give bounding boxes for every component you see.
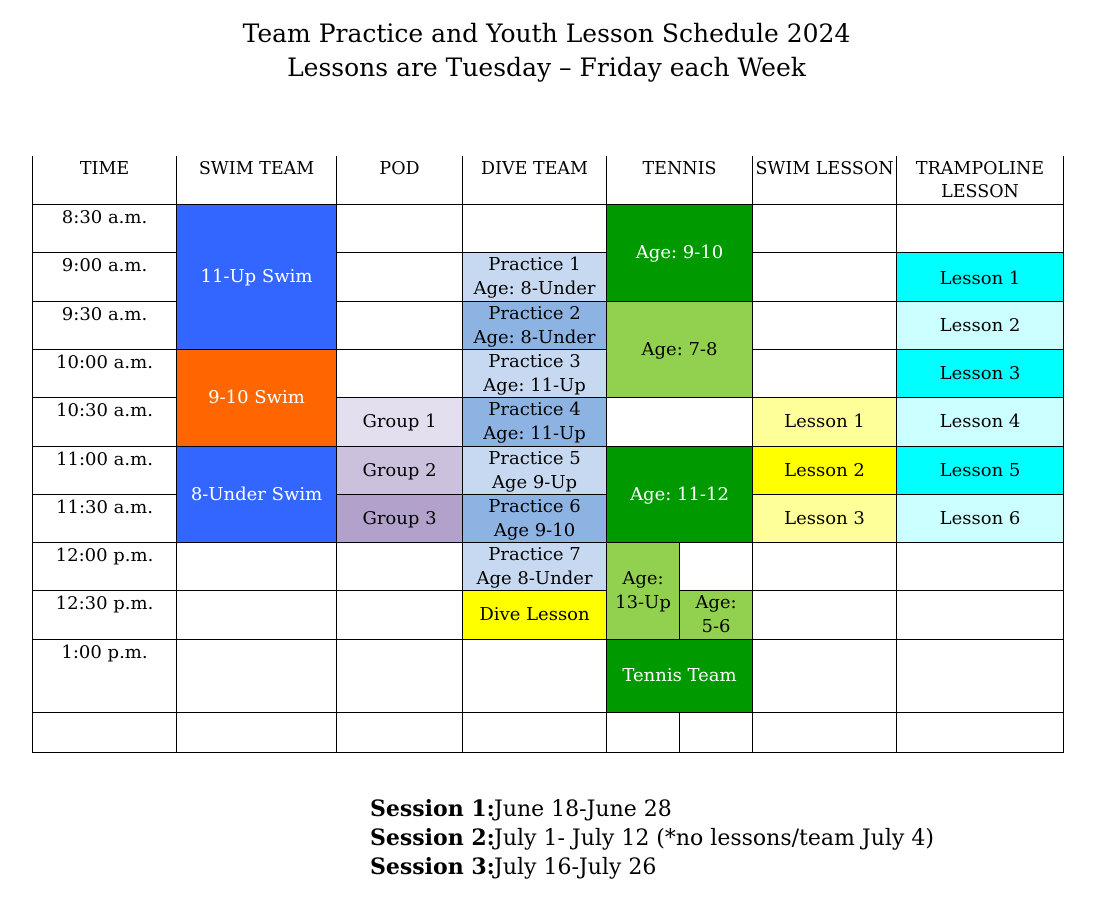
empty-cell xyxy=(176,590,337,640)
empty-cell xyxy=(336,204,463,253)
empty-cell xyxy=(462,639,607,713)
practice-name: Practice 3 xyxy=(488,350,581,372)
pod-group-3: Group 3 xyxy=(336,494,463,543)
schedule-table xyxy=(32,156,1064,753)
practice-age: Age 9-Up xyxy=(491,471,578,493)
time-cell: 9:30 a.m. xyxy=(32,301,177,350)
dive-practice-4 xyxy=(462,397,607,447)
empty-cell xyxy=(336,590,463,640)
swim-lesson-2: Lesson 2 xyxy=(752,446,897,495)
practice-name: Practice 7 xyxy=(488,543,581,565)
empty-cell xyxy=(336,542,463,591)
session-dates-text: July 1- July 12 (*no lessons/team July 4) xyxy=(494,826,934,851)
trampoline-lesson-5: Lesson 5 xyxy=(896,446,1064,495)
session-label: Session 3: xyxy=(370,854,495,880)
header-pod: POD xyxy=(336,156,463,205)
time-cell: 12:00 p.m. xyxy=(32,542,177,591)
swim-lesson-3: Lesson 3 xyxy=(752,494,897,543)
swim-lesson-1: Lesson 1 xyxy=(752,397,897,447)
header-trampoline-lesson xyxy=(896,156,1064,205)
practice-name: Practice 2 xyxy=(488,302,581,324)
empty-cell xyxy=(679,712,753,753)
empty-cell xyxy=(752,204,897,253)
time-cell: 10:30 a.m. xyxy=(32,397,177,447)
practice-name: Practice 5 xyxy=(488,447,581,469)
practice-age: Age: 8-Under xyxy=(473,326,596,348)
page-title: Team Practice and Youth Lesson Schedule 2024 xyxy=(242,19,851,48)
empty-cell xyxy=(336,712,463,753)
tennis-age-range: 5-6 xyxy=(701,616,731,637)
swim-team-8-under: 8-Under Swim xyxy=(176,446,337,543)
trampoline-lesson-4: Lesson 4 xyxy=(896,397,1064,447)
dive-lesson: Dive Lesson xyxy=(462,590,607,640)
tennis-age-range: 13-Up xyxy=(615,592,671,613)
trampoline-lesson-3: Lesson 3 xyxy=(896,349,1064,398)
header-swim-lesson: SWIM LESSON xyxy=(752,156,897,205)
session-dates xyxy=(370,795,934,882)
page-subtitle: Lessons are Tuesday – Friday each Week xyxy=(287,53,806,82)
practice-age: Age 9-10 xyxy=(493,519,576,541)
empty-cell xyxy=(752,639,897,713)
tennis-team: Tennis Team xyxy=(606,639,753,713)
time-cell: 11:00 a.m. xyxy=(32,446,177,495)
empty-cell xyxy=(752,349,897,398)
empty-cell xyxy=(752,712,897,753)
empty-cell xyxy=(896,639,1064,713)
header-dive-team: DIVE TEAM xyxy=(462,156,607,205)
trampoline-lesson-1: Lesson 1 xyxy=(896,252,1064,302)
dive-practice-3 xyxy=(462,349,607,398)
session-row xyxy=(370,795,934,824)
swim-team-11-up: 11-Up Swim xyxy=(176,204,337,350)
trampoline-lesson-6: Lesson 6 xyxy=(896,494,1064,543)
tennis-age-label: Age: xyxy=(622,568,664,589)
practice-age: Age: 11-Up xyxy=(483,374,586,396)
header-trampoline-line1: TRAMPOLINE xyxy=(915,159,1045,179)
header-time: TIME xyxy=(32,156,177,205)
tennis-age-label: Age: xyxy=(695,592,737,613)
tennis-age-9-10: Age: 9-10 xyxy=(606,204,753,302)
session-dates-text: June 18-June 28 xyxy=(494,797,672,822)
practice-name: Practice 4 xyxy=(488,399,581,420)
time-cell: 12:30 p.m. xyxy=(32,590,177,640)
empty-cell xyxy=(896,542,1064,591)
empty-cell xyxy=(679,542,753,591)
practice-name: Practice 6 xyxy=(488,495,581,517)
header-tennis: TENNIS xyxy=(606,156,753,205)
empty-cell xyxy=(896,204,1064,253)
empty-cell xyxy=(752,301,897,350)
tennis-age-5-6 xyxy=(679,590,753,640)
session-label: Session 2: xyxy=(370,825,495,851)
empty-cell xyxy=(336,252,463,302)
tennis-age-13-up xyxy=(606,542,680,640)
time-cell: 8:30 a.m. xyxy=(32,204,177,253)
empty-cell xyxy=(752,252,897,302)
empty-cell xyxy=(606,712,680,753)
pod-group-2: Group 2 xyxy=(336,446,463,495)
time-cell: 1:00 p.m. xyxy=(32,639,177,713)
empty-cell xyxy=(336,301,463,350)
trampoline-lesson-2: Lesson 2 xyxy=(896,301,1064,350)
empty-cell xyxy=(336,349,463,398)
practice-name: Practice 1 xyxy=(488,254,581,275)
dive-practice-1 xyxy=(462,252,607,302)
header-trampoline-line2: LESSON xyxy=(941,182,1019,202)
tennis-age-11-12: Age: 11-12 xyxy=(606,446,753,543)
tennis-age-7-8: Age: 7-8 xyxy=(606,301,753,398)
empty-cell xyxy=(752,590,897,640)
session-row xyxy=(370,824,934,853)
empty-cell xyxy=(176,639,337,713)
empty-cell xyxy=(606,397,753,447)
practice-age: Age: 8-Under xyxy=(473,278,596,299)
empty-cell xyxy=(176,712,337,753)
session-row xyxy=(370,853,934,882)
time-cell: 9:00 a.m. xyxy=(32,252,177,302)
empty-cell xyxy=(462,204,607,253)
time-cell: 11:30 a.m. xyxy=(32,494,177,543)
empty-cell xyxy=(896,712,1064,753)
header-swim-team: SWIM TEAM xyxy=(176,156,337,205)
empty-cell xyxy=(32,712,177,753)
dive-practice-2 xyxy=(462,301,607,350)
dive-practice-6 xyxy=(462,494,607,543)
dive-practice-5 xyxy=(462,446,607,495)
swim-team-9-10: 9-10 Swim xyxy=(176,349,337,447)
session-label: Session 1: xyxy=(370,796,495,822)
practice-age: Age 8-Under xyxy=(476,567,593,589)
empty-cell xyxy=(752,542,897,591)
pod-group-1: Group 1 xyxy=(336,397,463,447)
session-dates-text: July 16-July 26 xyxy=(494,855,657,880)
practice-age: Age: 11-Up xyxy=(483,423,586,444)
time-cell: 10:00 a.m. xyxy=(32,349,177,398)
empty-cell xyxy=(462,712,607,753)
empty-cell xyxy=(336,639,463,713)
empty-cell xyxy=(176,542,337,591)
dive-practice-7 xyxy=(462,542,607,591)
empty-cell xyxy=(896,590,1064,640)
